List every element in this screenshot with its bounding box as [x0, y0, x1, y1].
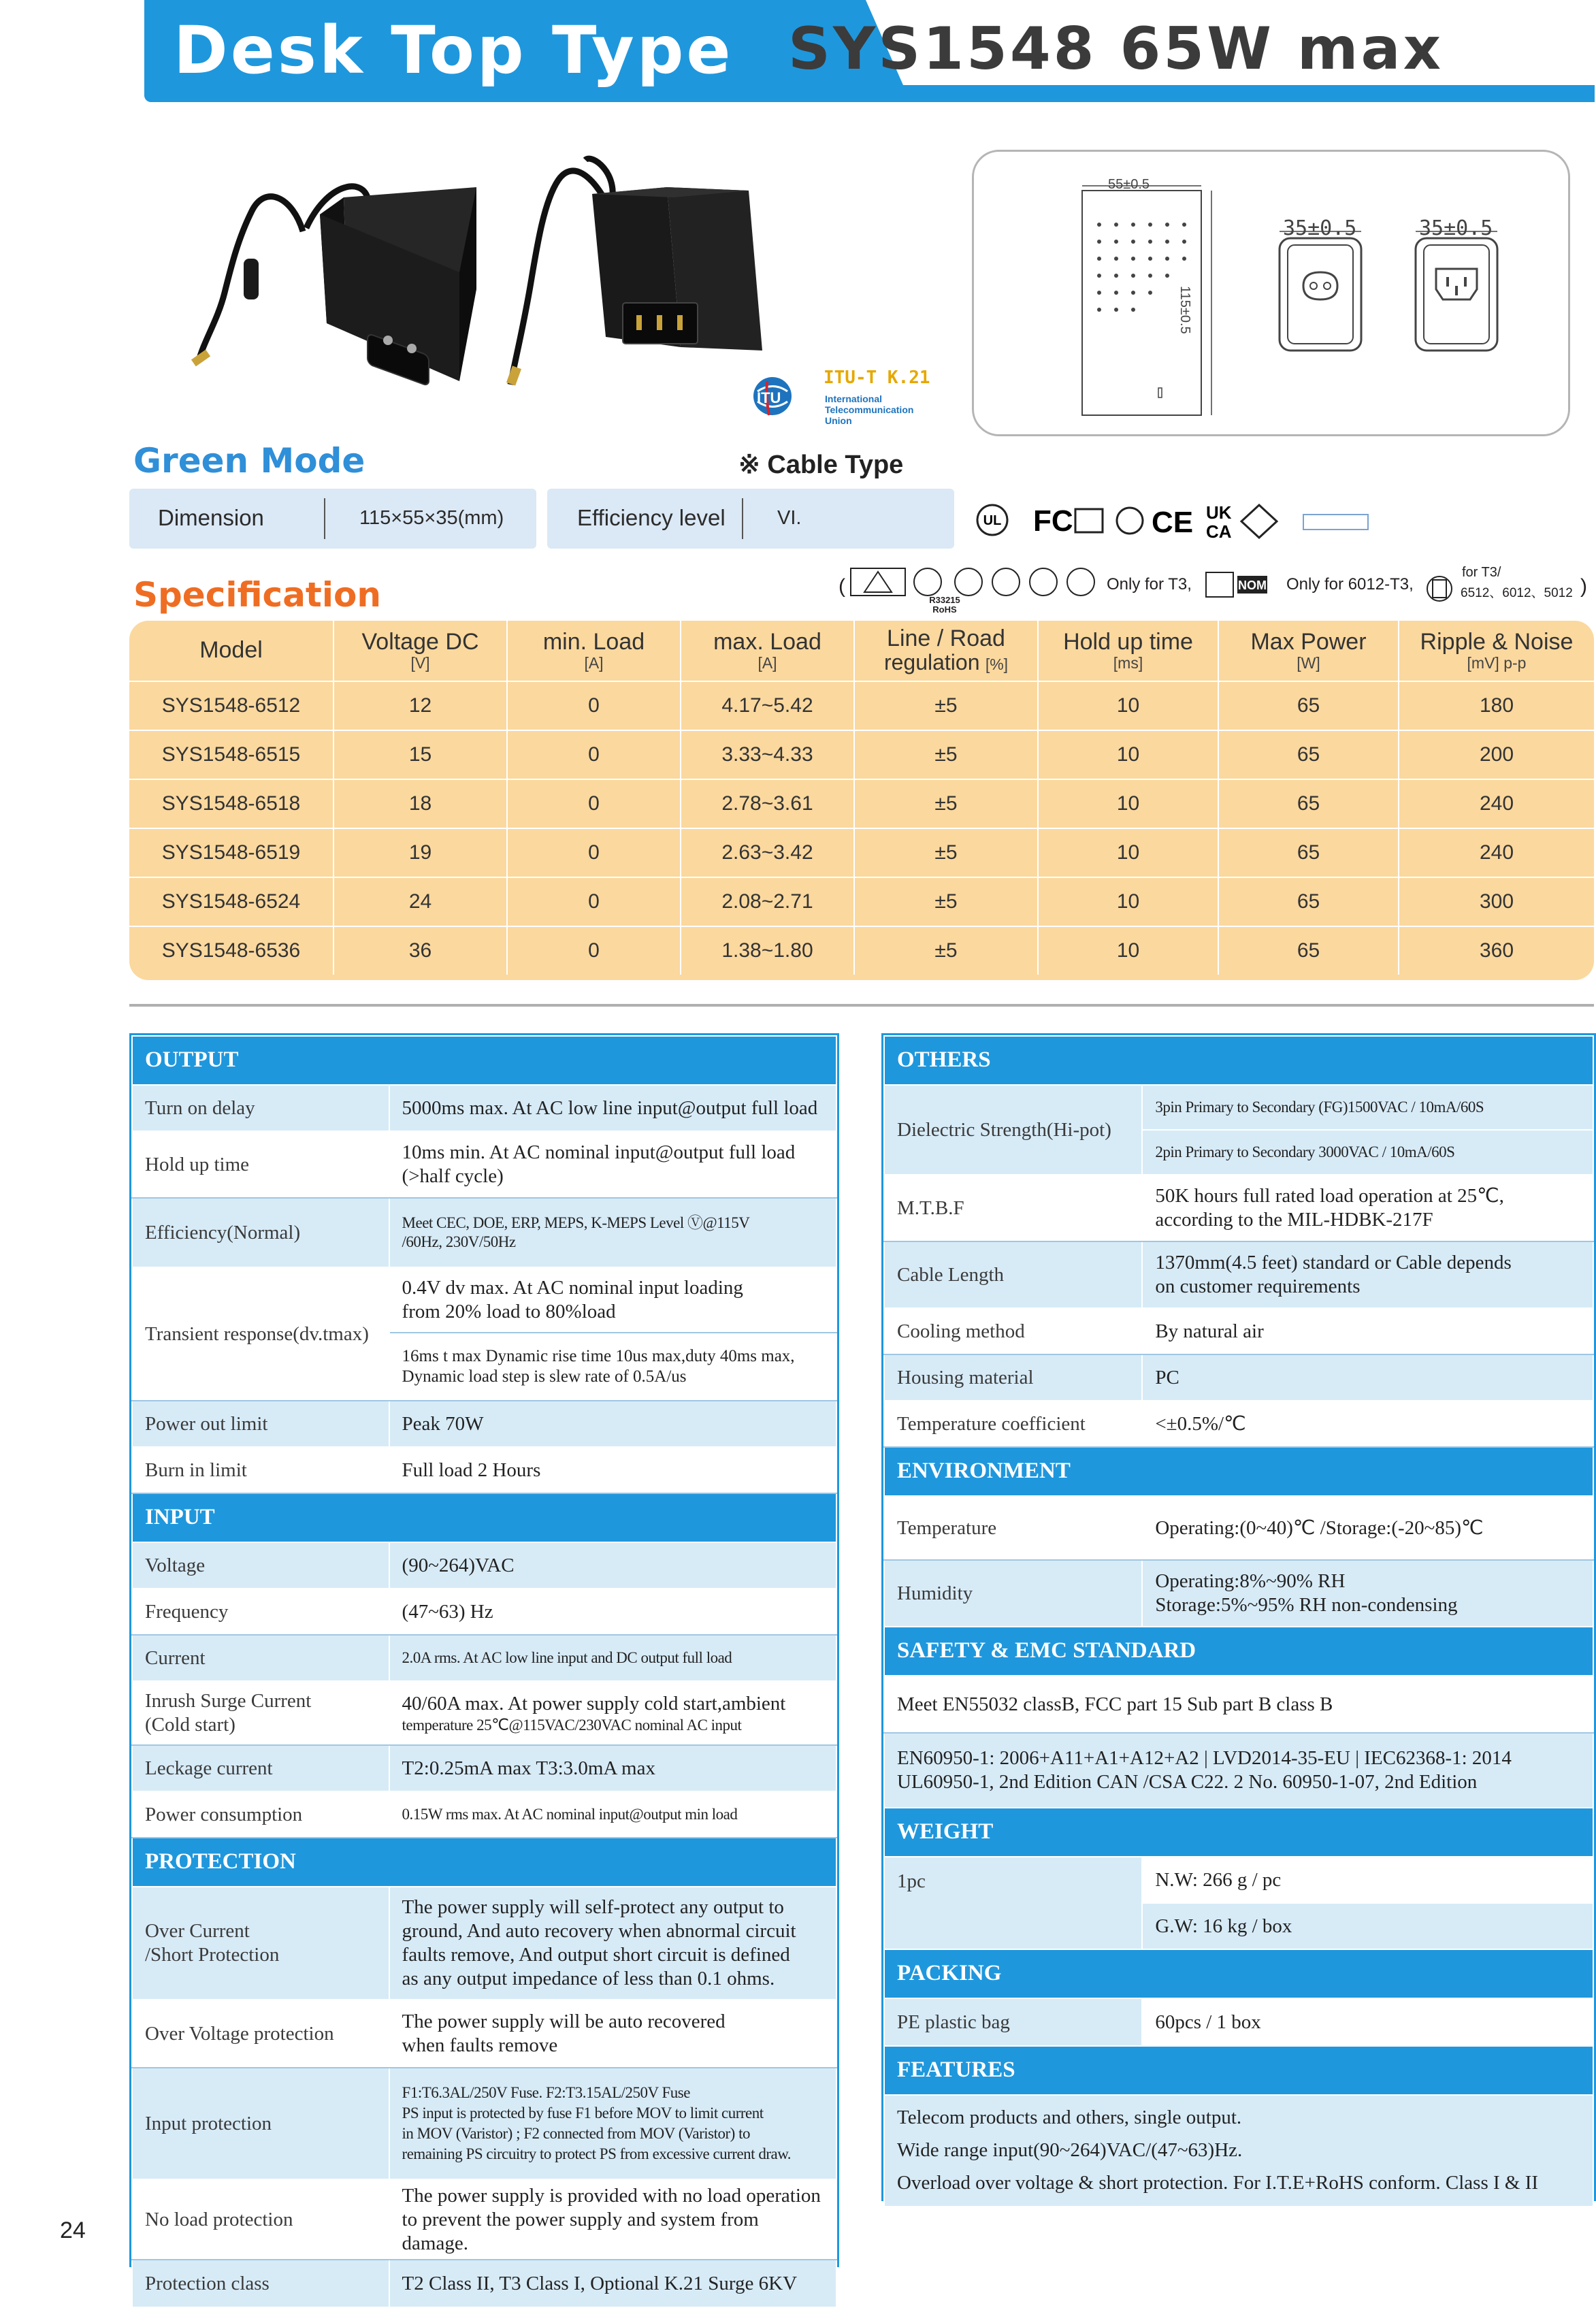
spec-cell: ±5	[854, 779, 1038, 828]
efficiency-value: VI.	[777, 507, 802, 529]
inrush-row	[132, 1681, 836, 1745]
safety-row-1	[884, 1676, 1593, 1733]
over-current-row	[132, 1887, 836, 2000]
input-protection-value	[389, 2068, 836, 2179]
efficiency-value	[389, 1198, 836, 1267]
features-row	[884, 2095, 1593, 2207]
leakage-row	[132, 1745, 836, 1791]
voltage-label: Voltage	[132, 1542, 389, 1589]
spec-col-min-load: min. Load [A]	[507, 621, 681, 681]
spec-cell: SYS1548-6512	[129, 681, 333, 730]
drawing-depth1-label: 35±0.5	[1283, 216, 1357, 240]
current-value: 2.0A rms. At AC low line input and DC output full load	[389, 1635, 836, 1681]
input-protection-row	[132, 2068, 836, 2179]
voltage-row	[132, 1542, 836, 1589]
mtbf-row	[884, 1175, 1593, 1241]
spec-col-ripple: Ripple & Noise [mV] p-p	[1399, 621, 1594, 681]
dimension-drawing	[1075, 174, 1565, 425]
packing-label: PE plastic bag	[884, 1998, 1142, 2046]
spec-cell: 360	[1399, 926, 1594, 975]
power-consumption-row	[132, 1791, 836, 1838]
spec-cell: ±5	[854, 681, 1038, 730]
over-voltage-line1: The power supply will be auto recovered	[402, 2011, 726, 2033]
input-protection-line3: in MOV (Varistor) ; F2 connected from MOV (Varistor) to	[402, 2125, 750, 2142]
frequency-value: (47~63) Hz	[389, 1589, 836, 1635]
turn-on-delay-label: Turn on delay	[132, 1085, 389, 1131]
cable-length-label: Cable Length	[884, 1241, 1142, 1308]
transient-b-line1: 16ms t max Dynamic rise time 10us max,duty 40ms max,	[402, 1347, 795, 1365]
cable-length-value	[1142, 1241, 1593, 1308]
humidity-value	[1142, 1560, 1593, 1627]
input-protection-label: Input protection	[132, 2068, 389, 2179]
housing-label: Housing material	[884, 1354, 1142, 1401]
cable-length-row	[884, 1241, 1593, 1308]
temperature-label: Temperature	[884, 1496, 1142, 1560]
protection-class-value: T2 Class II, T3 Class I, Optional K.21 Surge 6KV	[389, 2260, 836, 2307]
nom-mark	[1205, 569, 1286, 603]
svg-text:CA: CA	[1206, 521, 1232, 542]
spec-cell: SYS1548-6515	[129, 730, 333, 779]
spec-cell: 180	[1399, 681, 1594, 730]
features-header-row	[884, 2046, 1593, 2095]
inrush-label-line1: Inrush Surge Current	[145, 1690, 312, 1712]
protection-class-label: Protection class	[132, 2260, 389, 2307]
spec-cell: 10	[1038, 681, 1218, 730]
over-current-value	[389, 1887, 836, 2000]
leakage-label: Leckage current	[132, 1745, 389, 1791]
spec-cell: 300	[1399, 877, 1594, 926]
input-heading: INPUT	[132, 1493, 836, 1542]
spec-cell: 4.17~5.42	[681, 681, 854, 730]
features-heading: FEATURES	[884, 2046, 1593, 2095]
others-header-row	[884, 1036, 1593, 1085]
spec-col-hold-up: Hold up time [ms]	[1038, 621, 1218, 681]
efficiency-row	[132, 1198, 836, 1267]
environment-header-row	[884, 1447, 1593, 1496]
over-voltage-row	[132, 2000, 836, 2068]
spec-cell: 3.33~4.33	[681, 730, 854, 779]
transient-a-line1: 0.4V dv max. At AC nominal input loading	[402, 1277, 743, 1299]
dimension-label: Dimension	[158, 505, 264, 530]
input-protection-line4: remaining PS circuitry to protect PS from excessive current draw.	[402, 2145, 792, 2162]
current-label: Current	[132, 1635, 389, 1681]
spec-cell: 0	[507, 730, 681, 779]
turn-on-delay-value: 5000ms max. At AC low line input@output full load	[389, 1085, 836, 1131]
over-current-line3: faults remove, And output short circuit is defined	[402, 1944, 790, 1966]
spec-row	[129, 681, 1594, 730]
rohs-mark-text: R33215 RoHS	[929, 595, 960, 615]
protection-class-row	[132, 2260, 836, 2307]
transient-a-line2: from 20% load to 80%load	[402, 1301, 616, 1322]
itu-k21-label: ITU-T K.21	[824, 368, 930, 388]
protection-header-row	[132, 1838, 836, 1887]
cooling-label: Cooling method	[884, 1308, 1142, 1354]
transient-b-line2: Dynamic load step is slew rate of 0.5A/us	[402, 1367, 687, 1386]
spec-cell: SYS1548-6518	[129, 779, 333, 828]
cert-note-t3: Only for T3,	[1107, 575, 1192, 594]
spec-cell: ±5	[854, 730, 1038, 779]
humidity-line2: Storage:5%~95% RH non-condensing	[1155, 1594, 1458, 1616]
environment-heading: ENVIRONMENT	[884, 1447, 1593, 1496]
transient-value-b	[389, 1333, 836, 1401]
over-current-line4: as any output impedance of less than 0.1 ohms.	[402, 1967, 775, 1989]
page-title: Desk Top Type	[174, 12, 734, 88]
housing-row	[884, 1354, 1593, 1401]
cooling-row	[884, 1308, 1593, 1354]
spec-cell: 65	[1218, 926, 1399, 975]
weight-row-nw	[884, 1857, 1593, 1903]
left-spec-table	[131, 1035, 837, 2308]
spec-row	[129, 828, 1594, 877]
tempco-label: Temperature coefficient	[884, 1401, 1142, 1447]
leakage-value: T2:0.25mA max T3:3.0mA max	[389, 1745, 836, 1791]
cable-line2: on customer requirements	[1155, 1275, 1361, 1297]
protection-heading: PROTECTION	[132, 1838, 836, 1887]
spec-cell: 12	[333, 681, 507, 730]
voltage-value: (90~264)VAC	[389, 1542, 836, 1589]
itu-line1: International	[825, 393, 883, 404]
spec-cell: ±5	[854, 877, 1038, 926]
svg-text:FC: FC	[1033, 504, 1073, 538]
gross-weight-value: G.W: 16 kg / box	[1142, 1903, 1593, 1949]
spec-cell: 24	[333, 877, 507, 926]
spec-cell: ±5	[854, 828, 1038, 877]
cert-note-close: )	[1580, 575, 1587, 598]
burn-in-row	[132, 1447, 836, 1493]
spec-col-regulation: Line / Road regulation [%]	[854, 621, 1038, 681]
page-number: 24	[60, 2217, 86, 2243]
others-heading: OTHERS	[884, 1036, 1593, 1085]
packing-row	[884, 1998, 1593, 2046]
safety-heading: SAFETY & EMC STANDARD	[884, 1627, 1593, 1676]
safety-row-2	[884, 1733, 1593, 1808]
spec-cell: 200	[1399, 730, 1594, 779]
spec-cell: 19	[333, 828, 507, 877]
efficiency-separator	[742, 498, 743, 539]
over-current-label	[132, 1887, 389, 2000]
spec-col-model: Model	[199, 637, 263, 664]
cable-type-label: ※ Cable Type	[738, 451, 904, 479]
dielectric-value-2: 2pin Primary to Secondary 3000VAC / 10mA/60S	[1142, 1130, 1593, 1175]
no-load-line2: to prevent the power supply and system from damage.	[402, 2208, 759, 2254]
spec-cell: 36	[333, 926, 507, 975]
hold-up-time-row	[132, 1131, 836, 1198]
spec-cell: 65	[1218, 779, 1399, 828]
spec-cell: 0	[507, 828, 681, 877]
over-current-line1: The power supply will self-protect any output to	[402, 1896, 784, 1919]
burn-in-label: Burn in limit	[132, 1447, 389, 1493]
input-protection-line1: F1:T6.3AL/250V Fuse. F2:T3.15AL/250V Fuse	[402, 2084, 690, 2102]
spec-row	[129, 926, 1594, 975]
spec-cell: 10	[1038, 730, 1218, 779]
safety-line2: EN60950-1: 2006+A11+A1+A12+A2 | LVD2014-35-EU | IEC62368-1: 2014	[897, 1747, 1512, 1770]
turn-on-delay-row	[132, 1085, 836, 1131]
spec-cell: 0	[507, 779, 681, 828]
spec-cell: 0	[507, 681, 681, 730]
over-voltage-value	[389, 2000, 836, 2068]
spec-cell: 15	[333, 730, 507, 779]
hold-up-time-label: Hold up time	[132, 1131, 389, 1198]
cert-note-6012: Only for 6012-T3,	[1286, 575, 1414, 594]
efficiency-label: Efficiency level	[577, 505, 726, 530]
over-current-label-line2: /Short Protection	[145, 1944, 280, 1966]
spec-col-max-power: Max Power [W]	[1218, 621, 1399, 681]
spec-row	[129, 730, 1594, 779]
cooling-value: By natural air	[1142, 1308, 1593, 1354]
mtbf-label: M.T.B.F	[884, 1175, 1142, 1241]
cert-note-open: (	[838, 575, 845, 598]
packing-value: 60pcs / 1 box	[1142, 1998, 1593, 2046]
feature-item: Wide range input(90~264)VAC/(47~63)Hz.	[897, 2139, 1243, 2162]
safety-standards	[884, 1733, 1593, 1808]
inrush-line1: 40/60A max. At power supply cold start,ambient	[402, 1692, 786, 1714]
temperature-row	[884, 1496, 1593, 1560]
power-consumption-label: Power consumption	[132, 1791, 389, 1838]
weight-header-row	[884, 1808, 1593, 1857]
spec-cell: 18	[333, 779, 507, 828]
inrush-label	[132, 1681, 389, 1745]
input-protection-line2: PS input is protected by fuse F1 before MOV to limit current	[402, 2104, 764, 2122]
spec-cell: SYS1548-6536	[129, 926, 333, 975]
right-spec-panel	[881, 1033, 1596, 2201]
safety-line1: Meet EN55032 classB, FCC part 15 Sub part B class B	[884, 1676, 1593, 1733]
efficiency-line2: /60Hz, 230V/50Hz	[402, 1233, 516, 1250]
spec-cell: 0	[507, 877, 681, 926]
svg-text:CE: CE	[1152, 506, 1194, 539]
over-current-label-line1: Over Current	[145, 1920, 250, 1943]
spec-row	[129, 779, 1594, 828]
svg-text:UL: UL	[983, 513, 1002, 528]
safety-header-row	[884, 1627, 1593, 1676]
left-spec-panel	[129, 1033, 839, 2294]
itu-logo-text: ITU	[757, 389, 781, 406]
no-load-label: No load protection	[132, 2179, 389, 2260]
adapter-photo-2pin	[191, 157, 490, 388]
inrush-line2: temperature 25℃@115VAC/230VAC nominal AC input	[402, 1716, 742, 1734]
input-header-row	[132, 1493, 836, 1542]
drawing-height-label: 115±0.5	[1177, 286, 1192, 334]
certification-marks	[973, 501, 1382, 542]
net-weight-value: N.W: 266 g / pc	[1142, 1857, 1593, 1903]
spec-cell: 65	[1218, 730, 1399, 779]
mtbf-line2: according to the MIL-HDBK-217F	[1155, 1209, 1433, 1231]
inrush-label-line2: (Cold start)	[145, 1714, 235, 1736]
spec-cell: 240	[1399, 779, 1594, 828]
frequency-label: Frequency	[132, 1589, 389, 1635]
current-row	[132, 1635, 836, 1681]
spec-row	[129, 877, 1594, 926]
dielectric-label: Dielectric Strength(Hi-pot)	[884, 1085, 1142, 1175]
spec-header-row	[129, 621, 1594, 681]
mtbf-value	[1142, 1175, 1593, 1241]
spec-cell: 65	[1218, 681, 1399, 730]
output-header-row	[132, 1036, 836, 1085]
humidity-row	[884, 1560, 1593, 1627]
spec-table	[129, 621, 1594, 975]
over-voltage-label: Over Voltage protection	[132, 2000, 389, 2068]
spec-cell: 1.38~1.80	[681, 926, 854, 975]
feature-item: Overload over voltage & short protection. For I.T.E+RoHS conform. Class I & II	[897, 2171, 1539, 2194]
feature-item: Telecom products and others, single output.	[897, 2107, 1242, 2129]
cable-line1: 1370mm(4.5 feet) standard or Cable depends	[1155, 1252, 1512, 1274]
spec-cell: 2.08~2.71	[681, 877, 854, 926]
specification-heading: Specification	[133, 575, 381, 615]
drawing-depth2-label: 35±0.5	[1419, 216, 1493, 240]
dielectric-row-a	[884, 1085, 1593, 1130]
tempco-value: <±0.5%/℃	[1142, 1401, 1593, 1447]
features-list	[884, 2095, 1593, 2207]
adapter-photo-3pin	[490, 146, 789, 405]
inrush-value	[389, 1681, 836, 1745]
cert-note-for-t3: for T3/	[1462, 565, 1501, 580]
spec-col-max-load: max. Load [A]	[681, 621, 854, 681]
spec-cell: ±5	[854, 926, 1038, 975]
right-spec-table	[883, 1035, 1594, 2207]
dimension-separator	[324, 498, 325, 539]
transient-row-a	[132, 1267, 836, 1333]
spec-cell: 0	[507, 926, 681, 975]
svg-text:UK: UK	[1206, 502, 1232, 523]
packing-heading: PACKING	[884, 1949, 1593, 1998]
humidity-label: Humidity	[884, 1560, 1142, 1627]
section-divider	[129, 1004, 1594, 1007]
burn-in-value: Full load 2 Hours	[389, 1447, 836, 1493]
humidity-line1: Operating:8%~90% RH	[1155, 1570, 1346, 1593]
no-load-row	[132, 2179, 836, 2260]
hold-up-time-value	[389, 1131, 836, 1198]
power-out-row	[132, 1401, 836, 1447]
itu-line2: Telecommunication	[825, 404, 914, 415]
hold-up-line2: (>half cycle)	[402, 1165, 504, 1187]
weight-label: 1pc	[884, 1857, 1142, 1949]
power-consumption-value: 0.15W rms max. At AC nominal input@output min load	[389, 1791, 836, 1838]
power-out-label: Power out limit	[132, 1401, 389, 1447]
no-load-line1: The power supply is provided with no load operation	[402, 2185, 821, 2207]
cert-note-models: 6512、6012、5012	[1461, 586, 1573, 600]
power-out-value: Peak 70W	[389, 1401, 836, 1447]
dielectric-value-1: 3pin Primary to Secondary (FG)1500VAC / 10mA/60S	[1142, 1085, 1593, 1130]
spec-cell: 65	[1218, 828, 1399, 877]
over-voltage-line2: when faults remove	[402, 2034, 558, 2056]
cert-marks-row2	[849, 565, 1108, 613]
spec-cell: 10	[1038, 828, 1218, 877]
mtbf-line1: 50K hours full rated load operation at 25℃,	[1155, 1185, 1504, 1207]
output-heading: OUTPUT	[132, 1036, 836, 1085]
spec-cell: 10	[1038, 779, 1218, 828]
small-cert-mark	[1422, 565, 1456, 613]
spec-cell: SYS1548-6524	[129, 877, 333, 926]
transient-label: Transient response(dv.tmax)	[132, 1267, 389, 1401]
model-title: SYS1548 65W max	[788, 15, 1444, 83]
dimension-value: 115×55×35(mm)	[359, 507, 504, 529]
drawing-width-label: 55±0.5	[1108, 177, 1150, 192]
efficiency-line1: Meet CEC, DOE, ERP, MEPS, K-MEPS Level Ⓥ@115V	[402, 1214, 750, 1232]
over-current-line2: ground, And auto recovery when abnormal circuit	[402, 1920, 796, 1943]
no-load-value	[389, 2179, 836, 2260]
packing-header-row	[884, 1949, 1593, 1998]
spec-cell: 10	[1038, 877, 1218, 926]
spec-cell: 2.63~3.42	[681, 828, 854, 877]
safety-line3: UL60950-1, 2nd Edition CAN /CSA C22. 2 No. 60950-1-07, 2nd Edition	[897, 1771, 1478, 1793]
svg-text:NOM: NOM	[1238, 579, 1267, 592]
spec-col-voltage: Voltage DC [V]	[333, 621, 507, 681]
hold-up-line1: 10ms min. At AC nominal input@output full load	[402, 1141, 796, 1164]
efficiency-label: Efficiency(Normal)	[132, 1198, 389, 1267]
spec-cell: 65	[1218, 877, 1399, 926]
temperature-value: Operating:(0~40)℃ /Storage:(-20~85)℃	[1142, 1496, 1593, 1560]
spec-cell: 2.78~3.61	[681, 779, 854, 828]
tempco-row	[884, 1401, 1593, 1447]
weight-heading: WEIGHT	[884, 1808, 1593, 1857]
spec-cell: 240	[1399, 828, 1594, 877]
transient-value-a	[389, 1267, 836, 1333]
spec-cell: SYS1548-6519	[129, 828, 333, 877]
housing-value: PC	[1142, 1354, 1593, 1401]
frequency-row	[132, 1589, 836, 1635]
green-mode-heading: Green Mode	[133, 441, 365, 481]
spec-cell: 10	[1038, 926, 1218, 975]
itu-line3: Union	[825, 415, 852, 426]
